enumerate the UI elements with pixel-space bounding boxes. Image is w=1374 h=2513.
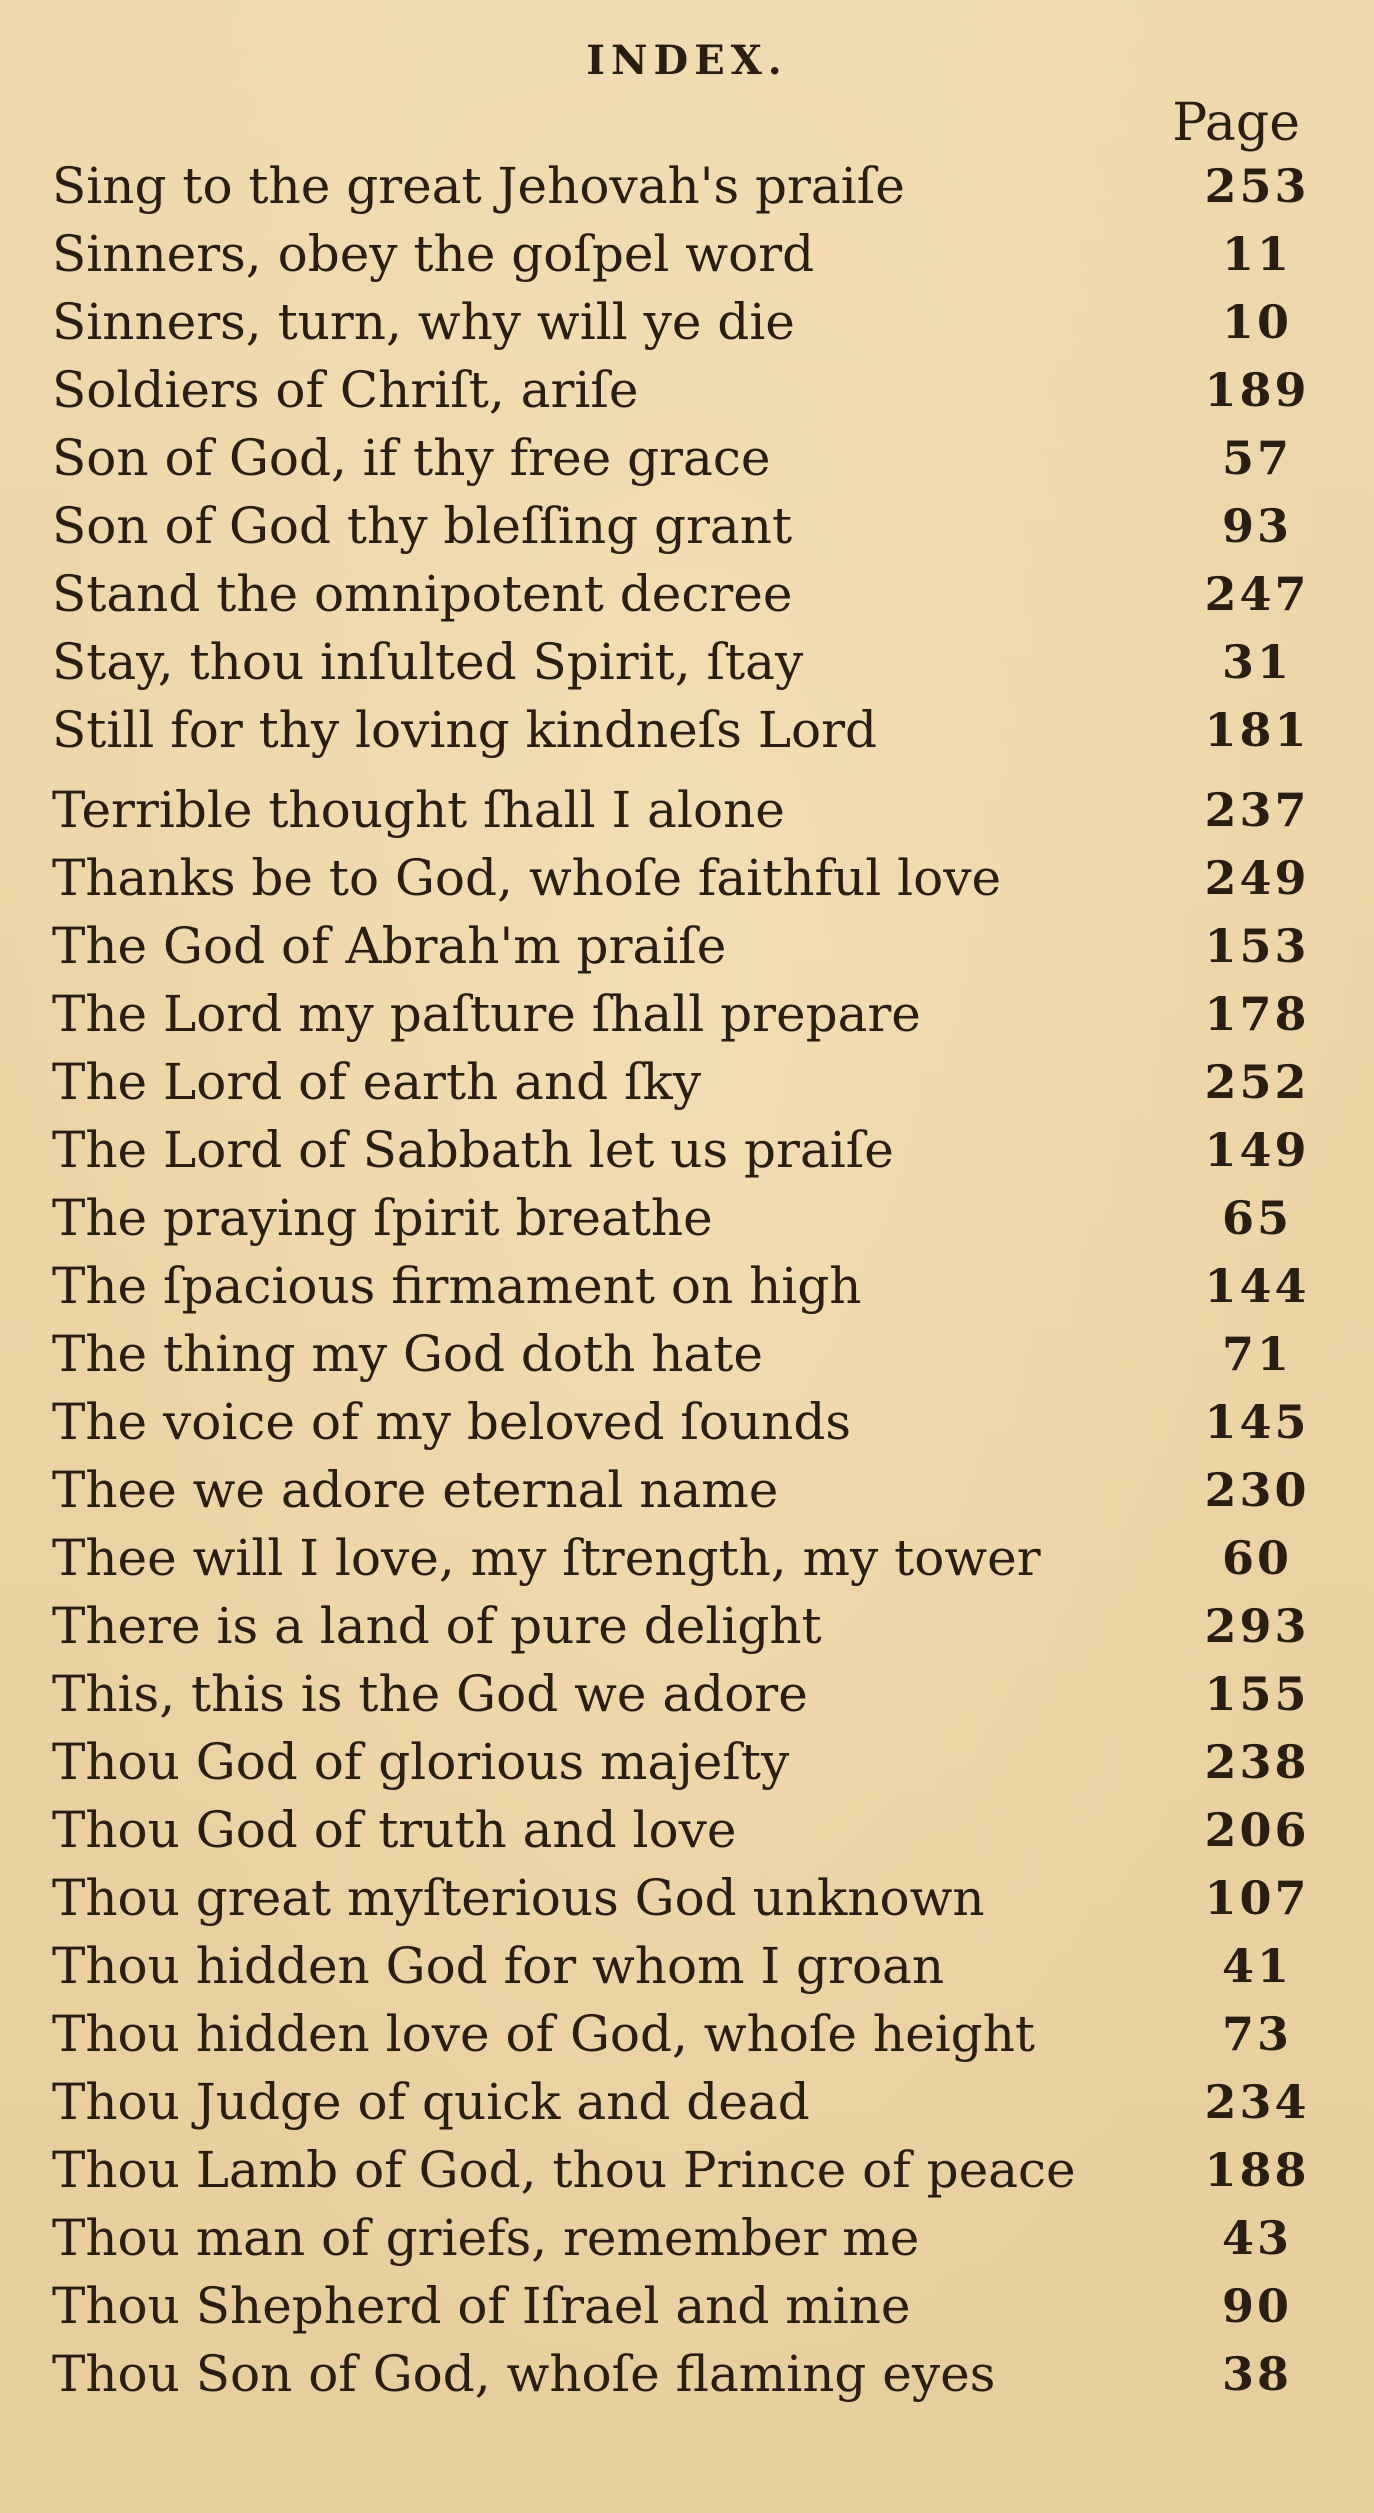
entry-title: Son of God, if thy free grace bbox=[52, 429, 771, 487]
entry-page-number: 90 bbox=[1221, 2279, 1292, 2333]
index-entry bbox=[52, 1524, 1322, 1592]
index-entry bbox=[52, 1320, 1322, 1388]
entry-page-number: 253 bbox=[1204, 159, 1310, 213]
entry-page-number: 145 bbox=[1204, 1395, 1310, 1449]
entry-page-number: 188 bbox=[1204, 2143, 1310, 2197]
index-entry bbox=[52, 912, 1322, 980]
entry-title: The thing my God doth hate bbox=[52, 1325, 763, 1383]
entry-title: Terrible thought ſhall I alone bbox=[52, 781, 785, 839]
page-column-label: Page bbox=[1172, 93, 1300, 153]
entry-page-number: 65 bbox=[1221, 1191, 1292, 1245]
index-entry bbox=[52, 2000, 1322, 2068]
entry-page-number: 73 bbox=[1221, 2007, 1292, 2061]
entry-title: This, this is the God we adore bbox=[52, 1665, 808, 1723]
index-heading: INDEX. bbox=[586, 37, 788, 84]
index-entry bbox=[52, 152, 1322, 220]
entry-title: The praying ſpirit breathe bbox=[52, 1189, 713, 1247]
index-entry bbox=[52, 1932, 1322, 2000]
index-entry bbox=[52, 560, 1322, 628]
entry-title: Soldiers of Chriſt, ariſe bbox=[52, 361, 639, 419]
entry-page-number: 155 bbox=[1204, 1667, 1310, 1721]
entry-page-number: 60 bbox=[1221, 1531, 1292, 1585]
index-entry bbox=[52, 1796, 1322, 1864]
entry-title: Thou hidden God for whom I groan bbox=[52, 1937, 945, 1995]
entry-title: Sinners, obey the goſpel word bbox=[52, 225, 815, 283]
entry-page-number: 153 bbox=[1204, 919, 1310, 973]
index-entry bbox=[52, 2136, 1322, 2204]
entry-title: Son of God thy bleſſing grant bbox=[52, 497, 793, 555]
entry-title: The Lord my paſture ſhall prepare bbox=[52, 985, 921, 1043]
index-entry bbox=[52, 1388, 1322, 1456]
entry-page-number: 31 bbox=[1221, 635, 1292, 689]
entry-page-number: 107 bbox=[1204, 1871, 1310, 1925]
entry-title: The Lord of Sabbath let us praiſe bbox=[52, 1121, 894, 1179]
entry-title: Sing to the great Jehovah's praiſe bbox=[52, 157, 905, 215]
entry-title: Thou God of glorious majeſty bbox=[52, 1733, 790, 1791]
entry-page-number: 71 bbox=[1221, 1327, 1292, 1381]
entry-page-number: 41 bbox=[1221, 1939, 1292, 1993]
index-entry bbox=[52, 1592, 1322, 1660]
index-entry bbox=[52, 696, 1322, 764]
entry-title: Thou great myſterious God unknown bbox=[52, 1869, 985, 1927]
entry-page-number: 234 bbox=[1204, 2075, 1310, 2129]
index-entry bbox=[52, 492, 1322, 560]
entry-page-number: 144 bbox=[1204, 1259, 1310, 1313]
entry-title: The Lord of earth and ſky bbox=[52, 1053, 702, 1111]
entry-page-number: 238 bbox=[1204, 1735, 1310, 1789]
entry-title: Thou Lamb of God, thou Prince of peace bbox=[52, 2141, 1076, 2199]
index-entry bbox=[52, 1184, 1322, 1252]
entry-page-number: 10 bbox=[1221, 295, 1292, 349]
index-entry bbox=[52, 288, 1322, 356]
entry-title: The God of Abrah'm praiſe bbox=[52, 917, 727, 975]
entry-page-number: 189 bbox=[1204, 363, 1310, 417]
entry-title: Thou Son of God, whoſe flaming eyes bbox=[52, 2345, 996, 2403]
index-entry bbox=[52, 1252, 1322, 1320]
entry-page-number: 230 bbox=[1204, 1463, 1310, 1517]
index-entry bbox=[52, 1116, 1322, 1184]
entry-title: Thee we adore eternal name bbox=[52, 1461, 779, 1519]
entry-title: Still for thy loving kindneſs Lord bbox=[52, 701, 878, 759]
entry-title: Thou God of truth and love bbox=[52, 1801, 737, 1859]
index-entries-list bbox=[52, 152, 1322, 2408]
index-entry bbox=[52, 628, 1322, 696]
entry-page-number: 293 bbox=[1204, 1599, 1310, 1653]
index-entry bbox=[52, 356, 1322, 424]
index-entry bbox=[52, 424, 1322, 492]
entry-title: Thou hidden love of God, whoſe height bbox=[52, 2005, 1035, 2063]
entry-page-number: 57 bbox=[1221, 431, 1292, 485]
index-entry bbox=[52, 220, 1322, 288]
entry-title: Sinners, turn, why will ye die bbox=[52, 293, 795, 351]
index-entry bbox=[52, 2204, 1322, 2272]
entry-page-number: 181 bbox=[1204, 703, 1310, 757]
index-entry bbox=[52, 2340, 1322, 2408]
index-entry bbox=[52, 1048, 1322, 1116]
entry-title: Stand the omnipotent decree bbox=[52, 565, 793, 623]
entry-title: Thou Shepherd of Iſrael and mine bbox=[52, 2277, 911, 2335]
entry-title: Thee will I love, my ſtrength, my tower bbox=[52, 1529, 1041, 1587]
entry-page-number: 249 bbox=[1204, 851, 1310, 905]
entry-page-number: 93 bbox=[1221, 499, 1292, 553]
index-entry bbox=[52, 980, 1322, 1048]
entry-page-number: 11 bbox=[1221, 227, 1292, 281]
entry-page-number: 252 bbox=[1204, 1055, 1310, 1109]
entry-page-number: 206 bbox=[1204, 1803, 1310, 1857]
entry-page-number: 43 bbox=[1221, 2211, 1292, 2265]
entry-page-number: 149 bbox=[1204, 1123, 1310, 1177]
entry-page-number: 237 bbox=[1204, 783, 1310, 837]
entry-title: Stay, thou inſulted Spirit, ſtay bbox=[52, 633, 804, 691]
index-entry bbox=[52, 1864, 1322, 1932]
entry-page-number: 247 bbox=[1204, 567, 1310, 621]
entry-title: The ſpacious firmament on high bbox=[52, 1257, 862, 1315]
entry-page-number: 38 bbox=[1221, 2347, 1292, 2401]
entry-title: Thanks be to God, whoſe faithful love bbox=[52, 849, 1002, 907]
entry-page-number: 178 bbox=[1204, 987, 1310, 1041]
entry-title: Thou man of griefs, remember me bbox=[52, 2209, 920, 2267]
index-entry bbox=[52, 844, 1322, 912]
index-entry bbox=[52, 2272, 1322, 2340]
entry-title: The voice of my beloved ſounds bbox=[52, 1393, 852, 1451]
index-entry bbox=[52, 1728, 1322, 1796]
index-entry bbox=[52, 1456, 1322, 1524]
index-entry bbox=[52, 776, 1322, 844]
index-entry bbox=[52, 2068, 1322, 2136]
index-entry bbox=[52, 1660, 1322, 1728]
entry-title: There is a land of pure delight bbox=[52, 1597, 822, 1655]
entry-title: Thou Judge of quick and dead bbox=[52, 2073, 810, 2131]
